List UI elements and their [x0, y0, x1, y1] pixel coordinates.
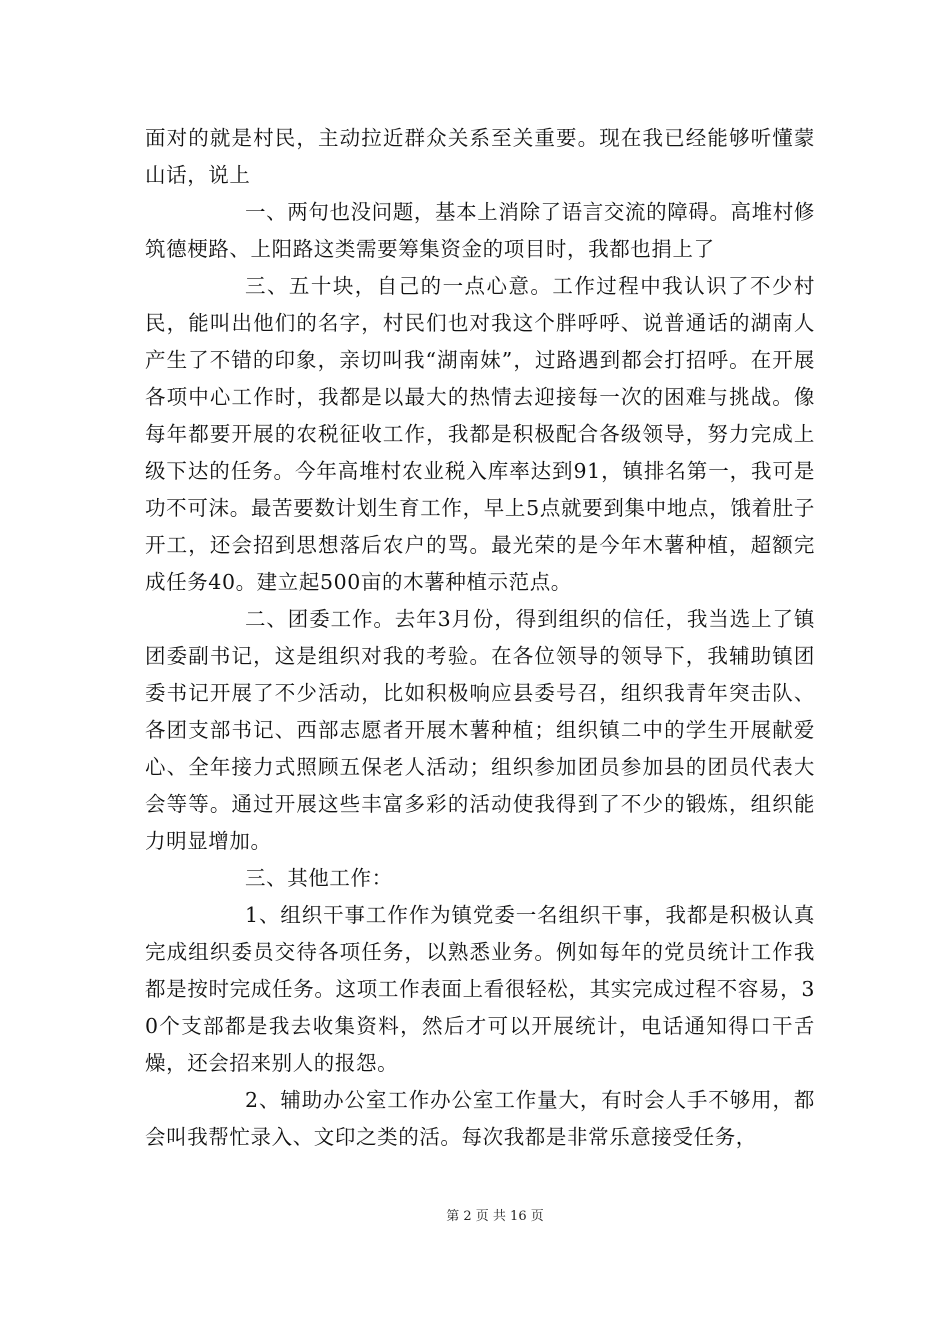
paragraph-6: 1、组织干事工作作为镇党委一名组织干事，我都是积极认真完成组织委员交待各项任务，以熟悉业务。例如每年的党员统计工作我都是按时完成任务。这项工作表面上看很轻松，其实完成过程不容易，30个支部都是我去收集资料，然后才可以开展统计，电话通知得口干舌燥，还会招来别人的报怨。: [145, 903, 815, 1075]
paragraph-2: 一、两句也没问题，基本上消除了语言交流的障碍。高堆村修筑德梗路、上阳路这类需要筹集资金的项目时，我都也捐上了: [145, 200, 815, 261]
page-footer: 第 2 页 共 16 页: [446, 1209, 544, 1224]
paragraph-7: 2、辅助办公室工作办公室工作量大，有时会人手不够用，都会叫我帮忙录入、文印之类的活。每次我都是非常乐意接受任务，: [145, 1088, 815, 1149]
paragraph-3: 三、五十块，自己的一点心意。工作过程中我认识了不少村民，能叫出他们的名字，村民们也对我这个胖呼呼、说普通话的湖南人产生了不错的印象，亲切叫我“湖南妹”，过路遇到都会打招呼。在开展各项中心工作时，我都是以最大的热情去迎接每一次的困难与挑战。像每年都要开展的农税征收工作，我都是积极配合各级领导，努力完成上级下达的任务。今年高堆村农业税入库率达到91，镇排名第一，我可是功不可沫。最苦要数计划生育工作，早上5点就要到集中地点，饿着肚子开工，还会招到思想落后农户的骂。最光荣的是今年木薯种植，超额完成任务40。建立起500亩的木薯种植示范点。: [145, 274, 815, 594]
paragraph-4: 二、团委工作。去年3月份，得到组织的信任，我当选上了镇团委副书记，这是组织对我的考验。在各位领导的领导下，我辅助镇团委书记开展了不少活动，比如积极响应县委号召，组织我青年突击队、各团支部书记、西部志愿者开展木薯种植；组织镇二中的学生开展献爱心、全年接力式照顾五保老人活动；组织参加团员参加县的团员代表大会等等。通过开展这些丰富多彩的活动使我得到了不少的锻炼，组织能力明显增加。: [145, 607, 815, 853]
paragraph-1: 面对的就是村民，主动拉近群众关系至关重要。现在我已经能够听懂蒙山话，说上: [145, 126, 815, 187]
document-body: [145, 120, 815, 1156]
paragraph-5: 三、其他工作：: [245, 866, 393, 890]
